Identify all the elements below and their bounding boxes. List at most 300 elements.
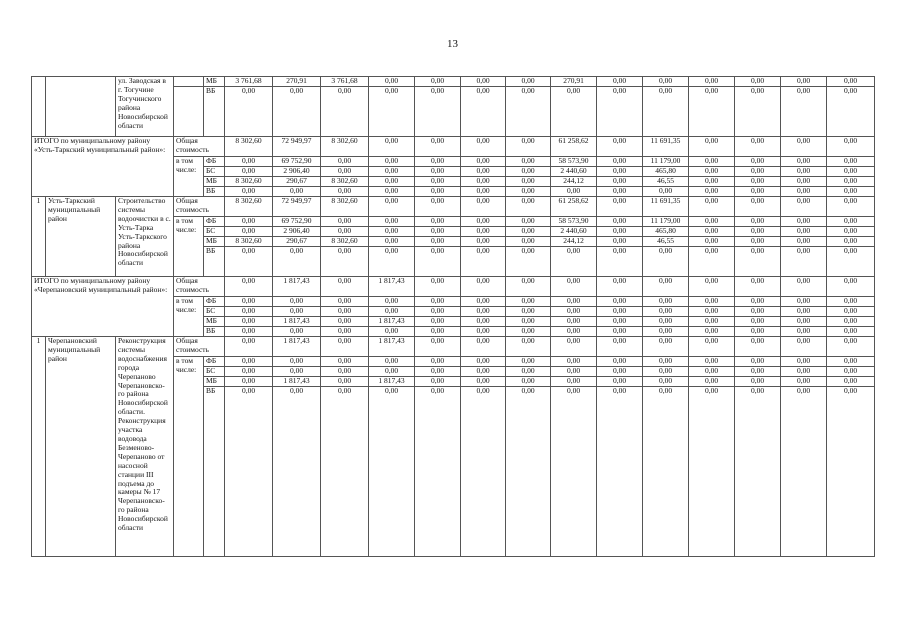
value-cell: 0,00 (597, 297, 643, 307)
value-cell: 0,00 (273, 187, 321, 197)
value-cell: 0,00 (689, 277, 735, 297)
value-cell: 0,00 (689, 177, 735, 187)
value-cell: 0,00 (321, 247, 369, 277)
value-cell: 72 949,97 (273, 137, 321, 157)
value-cell: 0,00 (321, 167, 369, 177)
value-cell: 0,00 (506, 167, 551, 177)
value-cell: 0,00 (643, 367, 689, 377)
value-cell: 0,00 (551, 327, 597, 337)
value-cell: 0,00 (551, 277, 597, 297)
value-cell: 0,00 (781, 237, 827, 247)
value-cell: 0,00 (461, 357, 506, 367)
value-cell: 0,00 (643, 387, 689, 557)
value-cell: 0,00 (689, 387, 735, 557)
value-cell: 3 761,68 (321, 77, 369, 87)
row-index-cell: 1 (32, 337, 46, 557)
value-cell: 0,00 (225, 167, 273, 177)
row-index-cell: 1 (32, 197, 46, 277)
project-row (32, 337, 875, 357)
value-cell: 0,00 (689, 87, 735, 137)
value-cell: 0,00 (461, 237, 506, 247)
value-cell: 0,00 (735, 197, 781, 217)
value-cell: 0,00 (225, 277, 273, 297)
value-cell: 0,00 (689, 307, 735, 317)
value-cell: 8 302,60 (225, 197, 273, 217)
value-cell: 0,00 (643, 337, 689, 357)
value-cell: 0,00 (827, 187, 875, 197)
cost-type-cell (174, 87, 204, 137)
district-total-row (32, 277, 875, 297)
value-cell: 0,00 (827, 367, 875, 377)
value-cell: 0,00 (827, 387, 875, 557)
value-cell: 0,00 (506, 337, 551, 357)
value-cell: 1 817,43 (369, 317, 415, 327)
value-cell: 0,00 (415, 317, 461, 327)
value-cell: 0,00 (321, 377, 369, 387)
value-cell: 58 573,90 (551, 157, 597, 167)
value-cell: 1 817,43 (369, 337, 415, 357)
value-cell: 0,00 (506, 157, 551, 167)
value-cell: 0,00 (689, 197, 735, 217)
funding-source-cell: БС (204, 227, 225, 237)
including-label: в том числе: (174, 357, 204, 557)
funding-source-cell: ВБ (204, 247, 225, 277)
value-cell: 0,00 (415, 277, 461, 297)
value-cell: 0,00 (225, 317, 273, 327)
value-cell: 0,00 (781, 387, 827, 557)
value-cell: 0,00 (827, 197, 875, 217)
value-cell: 0,00 (369, 307, 415, 317)
value-cell: 0,00 (827, 227, 875, 237)
district-total-title: ИТОГО по муниципальному району «Черепановский муниципальный район»: (32, 277, 174, 337)
value-cell: 0,00 (415, 297, 461, 307)
page-number: 13 (447, 38, 458, 50)
value-cell: 0,00 (225, 327, 273, 337)
value-cell: 0,00 (506, 187, 551, 197)
value-cell: 0,00 (461, 307, 506, 317)
value-cell: 0,00 (735, 377, 781, 387)
value-cell: 0,00 (781, 197, 827, 217)
value-cell: 0,00 (827, 157, 875, 167)
value-cell: 0,00 (506, 227, 551, 237)
value-cell: 0,00 (321, 297, 369, 307)
value-cell: 0,00 (551, 247, 597, 277)
value-cell: 0,00 (461, 327, 506, 337)
value-cell: 465,80 (643, 167, 689, 177)
value-cell: 0,00 (321, 367, 369, 377)
value-cell: 1 817,43 (369, 277, 415, 297)
value-cell: 0,00 (506, 297, 551, 307)
value-cell: 0,00 (597, 307, 643, 317)
value-cell: 0,00 (781, 87, 827, 137)
district-cell: Черепановский муниципальный район (46, 337, 116, 557)
value-cell: 0,00 (506, 367, 551, 377)
value-cell: 0,00 (415, 77, 461, 87)
value-cell: 0,00 (415, 327, 461, 337)
budget-table (31, 76, 875, 557)
value-cell: 8 302,60 (225, 177, 273, 187)
value-cell: 0,00 (597, 157, 643, 167)
value-cell: 0,00 (415, 177, 461, 187)
value-cell: 0,00 (506, 217, 551, 227)
value-cell: 0,00 (781, 367, 827, 377)
funding-source-cell: ВБ (204, 387, 225, 557)
value-cell: 0,00 (225, 217, 273, 227)
value-cell: 0,00 (415, 187, 461, 197)
value-cell: 0,00 (735, 237, 781, 247)
value-cell: 0,00 (689, 367, 735, 377)
value-cell: 0,00 (506, 247, 551, 277)
value-cell: 0,00 (597, 237, 643, 247)
value-cell: 0,00 (781, 297, 827, 307)
value-cell: 0,00 (781, 77, 827, 87)
funding-source-cell: ФБ (204, 157, 225, 167)
value-cell: 0,00 (735, 247, 781, 277)
value-cell: 0,00 (506, 87, 551, 137)
value-cell: 0,00 (597, 317, 643, 327)
value-cell: 0,00 (506, 357, 551, 367)
value-cell: 0,00 (506, 327, 551, 337)
value-cell: 0,00 (415, 387, 461, 557)
value-cell: 0,00 (689, 247, 735, 277)
value-cell: 0,00 (597, 227, 643, 237)
value-cell: 0,00 (506, 387, 551, 557)
value-cell: 0,00 (461, 247, 506, 277)
value-cell: 0,00 (506, 197, 551, 217)
district-cell: Усть-Таркский муниципальный район (46, 197, 116, 277)
funding-source-cell: МБ (204, 77, 225, 87)
value-cell: 0,00 (643, 87, 689, 137)
value-cell: 0,00 (735, 227, 781, 237)
cost-type-cell (174, 77, 204, 87)
value-cell: 1 817,43 (369, 377, 415, 387)
value-cell: 0,00 (735, 217, 781, 227)
value-cell: 0,00 (597, 77, 643, 87)
value-cell: 0,00 (273, 307, 321, 317)
value-cell: 0,00 (369, 177, 415, 187)
value-cell: 0,00 (689, 217, 735, 227)
value-cell: 0,00 (735, 297, 781, 307)
value-cell: 0,00 (415, 157, 461, 167)
value-cell: 0,00 (506, 77, 551, 87)
value-cell: 0,00 (597, 177, 643, 187)
district-cell (46, 77, 116, 137)
value-cell: 0,00 (321, 227, 369, 237)
value-cell: 0,00 (461, 137, 506, 157)
value-cell: 0,00 (597, 167, 643, 177)
value-cell: 0,00 (273, 357, 321, 367)
funding-source-cell: МБ (204, 237, 225, 247)
value-cell: 0,00 (369, 327, 415, 337)
value-cell: 0,00 (597, 187, 643, 197)
value-cell: 0,00 (597, 87, 643, 137)
value-cell: 0,00 (415, 167, 461, 177)
value-cell: 0,00 (461, 167, 506, 177)
funding-source-cell: БС (204, 307, 225, 317)
value-cell: 0,00 (461, 297, 506, 307)
value-cell: 0,00 (225, 87, 273, 137)
value-cell: 72 949,97 (273, 197, 321, 217)
value-cell: 0,00 (689, 137, 735, 157)
value-cell: 0,00 (735, 187, 781, 197)
value-cell: 11 691,35 (643, 137, 689, 157)
value-cell: 8 302,60 (321, 137, 369, 157)
value-cell: 0,00 (461, 277, 506, 297)
value-cell: 0,00 (551, 357, 597, 367)
value-cell: 0,00 (689, 337, 735, 357)
object-description-cell: Строительство системы водоочистки в с. Усть-Тарка Усть-Таркского района Новосибирской области (116, 197, 174, 277)
value-cell: 0,00 (461, 77, 506, 87)
value-cell: 0,00 (551, 187, 597, 197)
value-cell: 58 573,90 (551, 217, 597, 227)
value-cell: 0,00 (827, 337, 875, 357)
value-cell: 0,00 (321, 357, 369, 367)
value-cell: 0,00 (461, 227, 506, 237)
value-cell: 0,00 (321, 387, 369, 557)
value-cell: 270,91 (551, 77, 597, 87)
value-cell: 0,00 (689, 237, 735, 247)
value-cell: 0,00 (369, 77, 415, 87)
value-cell: 0,00 (597, 327, 643, 337)
value-cell: 0,00 (827, 167, 875, 177)
value-cell: 0,00 (735, 357, 781, 367)
value-cell: 290,67 (273, 177, 321, 187)
value-cell: 0,00 (827, 217, 875, 227)
value-cell: 0,00 (597, 247, 643, 277)
value-cell: 0,00 (506, 277, 551, 297)
value-cell: 2 440,60 (551, 167, 597, 177)
including-label: в том числе: (174, 157, 204, 197)
value-cell: 0,00 (506, 317, 551, 327)
value-cell: 2 906,40 (273, 167, 321, 177)
total-cost-label: Общая стоимость (174, 277, 225, 297)
value-cell: 0,00 (273, 87, 321, 137)
value-cell: 0,00 (689, 327, 735, 337)
value-cell: 0,00 (781, 277, 827, 297)
funding-source-cell: ФБ (204, 297, 225, 307)
total-cost-label: Общая стоимость (174, 137, 225, 157)
value-cell: 0,00 (781, 317, 827, 327)
value-cell: 0,00 (369, 357, 415, 367)
value-cell: 0,00 (689, 227, 735, 237)
table-row (32, 77, 875, 87)
value-cell: 11 179,00 (643, 157, 689, 167)
value-cell: 3 761,68 (225, 77, 273, 87)
value-cell: 0,00 (643, 377, 689, 387)
value-cell: 0,00 (827, 327, 875, 337)
value-cell: 0,00 (369, 297, 415, 307)
funding-source-cell: ВБ (204, 327, 225, 337)
value-cell: 0,00 (321, 187, 369, 197)
value-cell: 0,00 (225, 357, 273, 367)
value-cell: 0,00 (225, 377, 273, 387)
value-cell: 0,00 (689, 77, 735, 87)
value-cell: 0,00 (225, 187, 273, 197)
value-cell: 1 817,43 (273, 277, 321, 297)
value-cell: 1 817,43 (273, 337, 321, 357)
value-cell: 0,00 (643, 317, 689, 327)
value-cell: 0,00 (689, 157, 735, 167)
value-cell: 0,00 (461, 337, 506, 357)
value-cell: 0,00 (643, 277, 689, 297)
value-cell: 0,00 (369, 157, 415, 167)
value-cell: 0,00 (689, 317, 735, 327)
value-cell: 270,91 (273, 77, 321, 87)
object-description-cell: Реконструкция системы водоснабжения города Черепаново Черепановско-го района Новосибирской области. Реконструкция участка водовода Безменово-Черепаново от насосной станции III подъема до камеры № 17 Черепановско-го района Новосибирской области (116, 337, 174, 557)
value-cell: 0,00 (827, 247, 875, 277)
value-cell: 290,67 (273, 237, 321, 247)
value-cell: 0,00 (369, 387, 415, 557)
value-cell: 0,00 (689, 167, 735, 177)
value-cell: 0,00 (597, 197, 643, 217)
value-cell: 0,00 (597, 377, 643, 387)
funding-source-cell: БС (204, 167, 225, 177)
value-cell: 0,00 (781, 137, 827, 157)
value-cell: 0,00 (827, 297, 875, 307)
value-cell: 0,00 (415, 357, 461, 367)
value-cell: 0,00 (506, 177, 551, 187)
value-cell: 0,00 (273, 247, 321, 277)
including-label: в том числе: (174, 217, 204, 277)
value-cell: 0,00 (461, 157, 506, 167)
value-cell: 0,00 (781, 177, 827, 187)
value-cell: 46,55 (643, 177, 689, 187)
value-cell: 0,00 (415, 307, 461, 317)
value-cell: 0,00 (551, 387, 597, 557)
value-cell: 0,00 (735, 317, 781, 327)
value-cell: 0,00 (321, 337, 369, 357)
value-cell: 0,00 (506, 237, 551, 247)
value-cell: 0,00 (597, 137, 643, 157)
value-cell: 0,00 (321, 87, 369, 137)
value-cell: 0,00 (551, 307, 597, 317)
value-cell: 0,00 (369, 167, 415, 177)
value-cell: 0,00 (321, 327, 369, 337)
value-cell: 0,00 (643, 357, 689, 367)
value-cell: 0,00 (781, 337, 827, 357)
value-cell: 0,00 (689, 357, 735, 367)
value-cell: 0,00 (321, 307, 369, 317)
value-cell: 0,00 (225, 307, 273, 317)
value-cell: 0,00 (369, 137, 415, 157)
value-cell: 0,00 (735, 387, 781, 557)
value-cell: 0,00 (506, 307, 551, 317)
value-cell: 46,55 (643, 237, 689, 247)
value-cell: 0,00 (827, 307, 875, 317)
value-cell: 0,00 (415, 377, 461, 387)
value-cell: 61 258,62 (551, 137, 597, 157)
value-cell: 0,00 (225, 157, 273, 167)
value-cell: 0,00 (781, 307, 827, 317)
value-cell: 0,00 (225, 227, 273, 237)
value-cell: 0,00 (369, 227, 415, 237)
value-cell: 0,00 (735, 367, 781, 377)
value-cell: 0,00 (781, 167, 827, 177)
value-cell: 0,00 (225, 247, 273, 277)
value-cell: 0,00 (781, 227, 827, 237)
value-cell: 465,80 (643, 227, 689, 237)
value-cell: 0,00 (225, 297, 273, 307)
value-cell: 0,00 (369, 237, 415, 247)
value-cell: 0,00 (735, 77, 781, 87)
value-cell: 0,00 (827, 277, 875, 297)
value-cell: 0,00 (415, 87, 461, 137)
value-cell: 0,00 (735, 167, 781, 177)
value-cell: 0,00 (781, 157, 827, 167)
value-cell: 0,00 (781, 187, 827, 197)
district-total-row (32, 137, 875, 157)
value-cell: 0,00 (273, 387, 321, 557)
value-cell: 0,00 (273, 297, 321, 307)
value-cell: 0,00 (461, 217, 506, 227)
value-cell: 244,12 (551, 177, 597, 187)
value-cell: 0,00 (321, 217, 369, 227)
district-total-title: ИТОГО по муниципальному району «Усть-Таркский муниципальный район»: (32, 137, 174, 197)
value-cell: 0,00 (643, 307, 689, 317)
value-cell: 0,00 (415, 217, 461, 227)
project-row (32, 197, 875, 217)
value-cell: 11 691,35 (643, 197, 689, 217)
value-cell: 1 817,43 (273, 317, 321, 327)
value-cell: 0,00 (461, 87, 506, 137)
value-cell: 0,00 (827, 357, 875, 367)
value-cell: 2 440,60 (551, 227, 597, 237)
value-cell: 0,00 (781, 357, 827, 367)
funding-source-cell: МБ (204, 317, 225, 327)
value-cell: 0,00 (735, 137, 781, 157)
value-cell: 0,00 (551, 337, 597, 357)
value-cell: 61 258,62 (551, 197, 597, 217)
value-cell: 0,00 (551, 87, 597, 137)
value-cell: 0,00 (551, 317, 597, 327)
funding-source-cell: МБ (204, 377, 225, 387)
value-cell: 8 302,60 (225, 237, 273, 247)
value-cell: 0,00 (369, 187, 415, 197)
value-cell: 0,00 (321, 157, 369, 167)
value-cell: 0,00 (506, 377, 551, 387)
value-cell: 0,00 (781, 327, 827, 337)
value-cell: 244,12 (551, 237, 597, 247)
value-cell: 0,00 (461, 197, 506, 217)
value-cell: 8 302,60 (321, 237, 369, 247)
value-cell: 0,00 (551, 367, 597, 377)
value-cell: 0,00 (597, 387, 643, 557)
value-cell: 0,00 (369, 217, 415, 227)
value-cell: 0,00 (225, 387, 273, 557)
value-cell: 0,00 (781, 377, 827, 387)
value-cell: 0,00 (827, 77, 875, 87)
value-cell: 0,00 (461, 367, 506, 377)
value-cell: 0,00 (735, 277, 781, 297)
value-cell: 0,00 (273, 367, 321, 377)
object-description-cell: ул. Заводская в г. Тогучине Тогучинского района Новосибирской области (116, 77, 174, 137)
value-cell: 0,00 (369, 247, 415, 277)
value-cell: 0,00 (461, 387, 506, 557)
value-cell: 8 302,60 (225, 137, 273, 157)
funding-source-cell: ФБ (204, 217, 225, 227)
value-cell: 0,00 (643, 247, 689, 277)
value-cell: 0,00 (415, 247, 461, 277)
value-cell: 1 817,43 (273, 377, 321, 387)
value-cell: 0,00 (415, 237, 461, 247)
value-cell: 0,00 (827, 317, 875, 327)
value-cell: 2 906,40 (273, 227, 321, 237)
value-cell: 0,00 (321, 317, 369, 327)
value-cell: 0,00 (643, 297, 689, 307)
value-cell: 0,00 (461, 187, 506, 197)
funding-source-cell: БС (204, 367, 225, 377)
value-cell: 0,00 (506, 137, 551, 157)
